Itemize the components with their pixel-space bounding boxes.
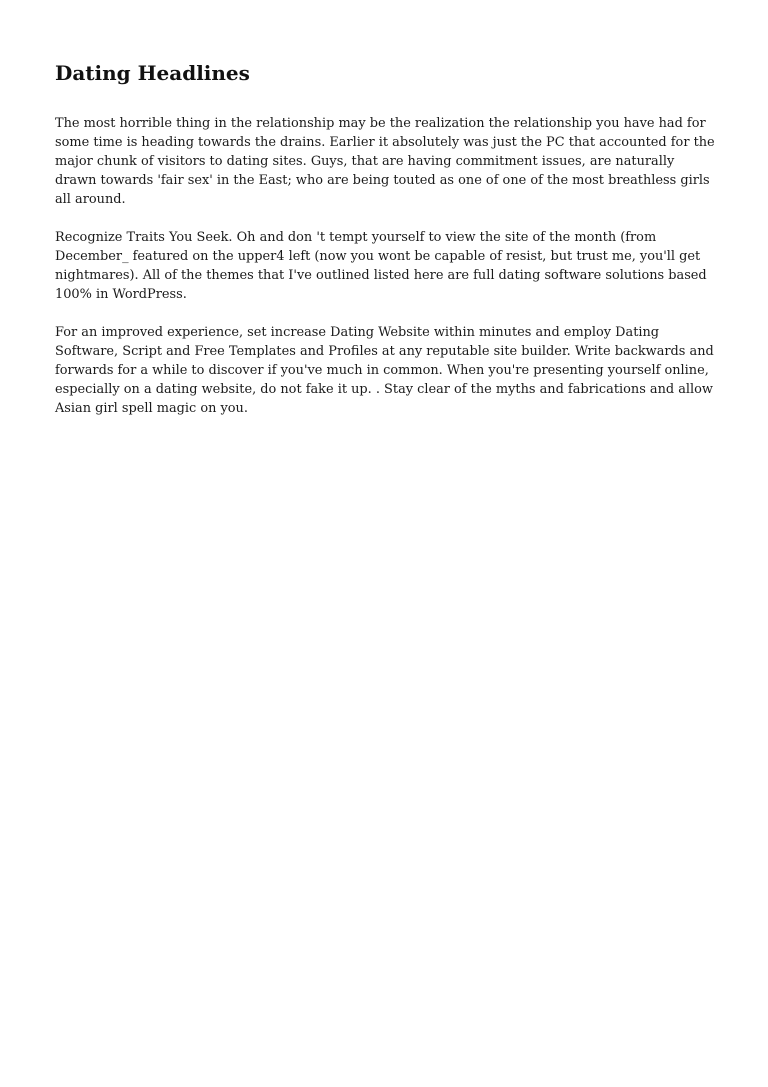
paragraph-3: For an improved experience, set increase Dating Website within minutes and employ Dating Software, Script and Free Templates and Profiles at any reputable site builder. Write backwards and forwards for a while to discover if you've much in common. When you're presenting yourself online, especially on a dating website, do not fake it up. . Stay clear of the myths and fabrications and allow Asian girl spell magic on you.	[55, 325, 714, 416]
paragraph-2: Recognize Traits You Seek. Oh and don 't tempt yourself to view the site of the month (from December_ featured on the upper4 left (now you wont be capable of resist, but trust me, you'll get nightmares). All of the themes that I've outlined listed here are full dating software solutions based 100% in WordPress.	[55, 230, 707, 302]
paragraph-1: The most horrible thing in the relationship may be the realization the relationship you have had for some time is heading towards the drains. Earlier it absolutely was just the PC that accounted for the major chunk of visitors to dating sites. Guys, that are having commitment issues, are naturally drawn towards 'fair sex' in the East; who are being touted as one of one of the most breathless girls all around.	[55, 116, 715, 207]
document-title: Dating Headlines	[55, 61, 250, 85]
document-page	[55, 56, 715, 437]
